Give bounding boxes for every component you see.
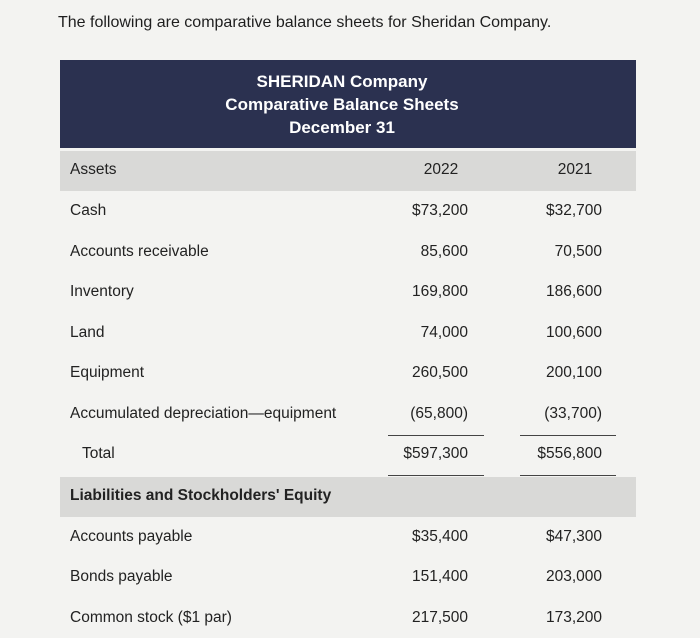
statement-title: Comparative Balance Sheets [54, 93, 630, 116]
total-row [60, 434, 636, 475]
value-2022: $35,400 [412, 528, 468, 546]
value-2022: (65,800) [410, 405, 468, 423]
value-2022: 151,400 [412, 568, 468, 586]
row-label: Accounts payable [70, 528, 192, 546]
row-label: Cash [70, 202, 106, 220]
table-row [60, 232, 636, 273]
liabilities-heading: Liabilities and Stockholders' Equity [70, 487, 331, 505]
table-banner [60, 60, 636, 148]
table-row [60, 394, 636, 435]
table-row [60, 272, 636, 313]
value-2021: $32,700 [546, 202, 602, 220]
value-2021: 100,600 [546, 324, 602, 342]
assets-header-row [60, 151, 636, 191]
table-row [60, 191, 636, 232]
total-2021: $556,800 [537, 445, 602, 463]
statement-date: December 31 [54, 116, 630, 139]
total-2022: $597,300 [403, 445, 468, 463]
assets-heading: Assets [70, 161, 117, 179]
row-label: Bonds payable [70, 568, 173, 586]
value-2022: 85,600 [421, 243, 468, 261]
value-2021: 173,200 [546, 609, 602, 627]
row-label: Inventory [70, 283, 134, 301]
table-row [60, 313, 636, 354]
value-2022: $73,200 [412, 202, 468, 220]
table-row [60, 598, 636, 638]
value-2021: (33,700) [544, 405, 602, 423]
value-2021: 70,500 [555, 243, 602, 261]
table-row [60, 517, 636, 558]
value-2021: 203,000 [546, 568, 602, 586]
year-2021-heading: 2021 [550, 161, 600, 179]
balance-sheet-table [60, 60, 636, 638]
table-row [60, 353, 636, 394]
row-label: Equipment [70, 364, 144, 382]
total-label: Total [82, 445, 115, 463]
table-row [60, 557, 636, 598]
value-2022: 217,500 [412, 609, 468, 627]
row-label: Accumulated depreciation—equipment [70, 405, 336, 423]
value-2021: 186,600 [546, 283, 602, 301]
row-label: Common stock ($1 par) [70, 609, 232, 627]
row-label: Land [70, 324, 104, 342]
row-label: Accounts receivable [70, 243, 209, 261]
value-2022: 169,800 [412, 283, 468, 301]
intro-text: The following are comparative balance sheets for Sheridan Company. [58, 14, 551, 32]
value-2021: $47,300 [546, 528, 602, 546]
value-2022: 74,000 [421, 324, 468, 342]
company-name: SHERIDAN Company [54, 70, 630, 93]
liabilities-header-row [60, 477, 636, 517]
year-2022-heading: 2022 [416, 161, 466, 179]
value-2022: 260,500 [412, 364, 468, 382]
value-2021: 200,100 [546, 364, 602, 382]
